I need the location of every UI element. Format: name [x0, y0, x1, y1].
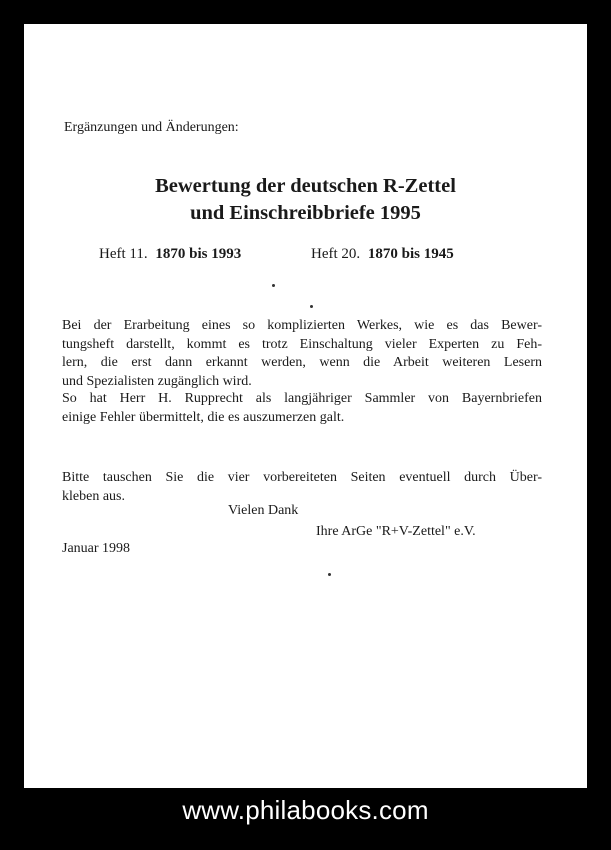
heft-11-edition [99, 246, 241, 263]
date-text: Januar 1998 [62, 541, 131, 556]
paragraph-line: Bei der Erarbeitung eines so komplizierten Werkes, wie es das Bewer- [62, 318, 542, 333]
paragraph-rupprecht [62, 390, 542, 427]
paragraph-line: tungsheft darstellt, kommt es trotz Einschaltung vieler Experten zu Feh- [62, 336, 542, 352]
scan-speck [272, 284, 275, 287]
scan-speck [328, 573, 331, 576]
paragraph-line: lern, die erst dann erkannt werden, wenn die Arbeit weiteren Lesern [62, 355, 542, 370]
heft-20-label: Heft 20. [311, 246, 361, 262]
heft-11-label: Heft 11. [99, 246, 148, 262]
document-page [24, 24, 587, 788]
paragraph-line: Bitte tauschen Sie die vier vorbereiteten Seiten eventuell durch Über- [62, 470, 542, 485]
heft-20-range: 1870 bis 1945 [367, 246, 454, 262]
paragraph-errors [62, 317, 542, 391]
heft-11-range: 1870 bis 1993 [155, 246, 242, 262]
paragraph-line: So hat Herr H. Rupprecht als langjähriger Sammler von Bayernbriefen [62, 391, 542, 406]
website-watermark: www.philabooks.com [182, 795, 429, 825]
paragraph-request [62, 469, 542, 506]
thanks-text: Vielen Dank [228, 503, 299, 518]
scan-speck [310, 305, 313, 308]
signature: Ihre ArGe "R+V-Zettel" e.V. [316, 524, 476, 539]
title-line-1: Bewertung der deutschen R-Zettel [155, 175, 456, 197]
title-line-2: und Einschreibbriefe 1995 [190, 202, 421, 224]
intro-heading: Ergänzungen und Änderungen: [64, 120, 239, 135]
paragraph-line: einige Fehler übermittelt, die es auszumerzen galt. [62, 409, 345, 425]
heft-20-edition [311, 246, 454, 263]
paragraph-line: kleben aus. [62, 488, 125, 504]
paragraph-line: und Spezialisten zugänglich wird. [62, 373, 252, 389]
